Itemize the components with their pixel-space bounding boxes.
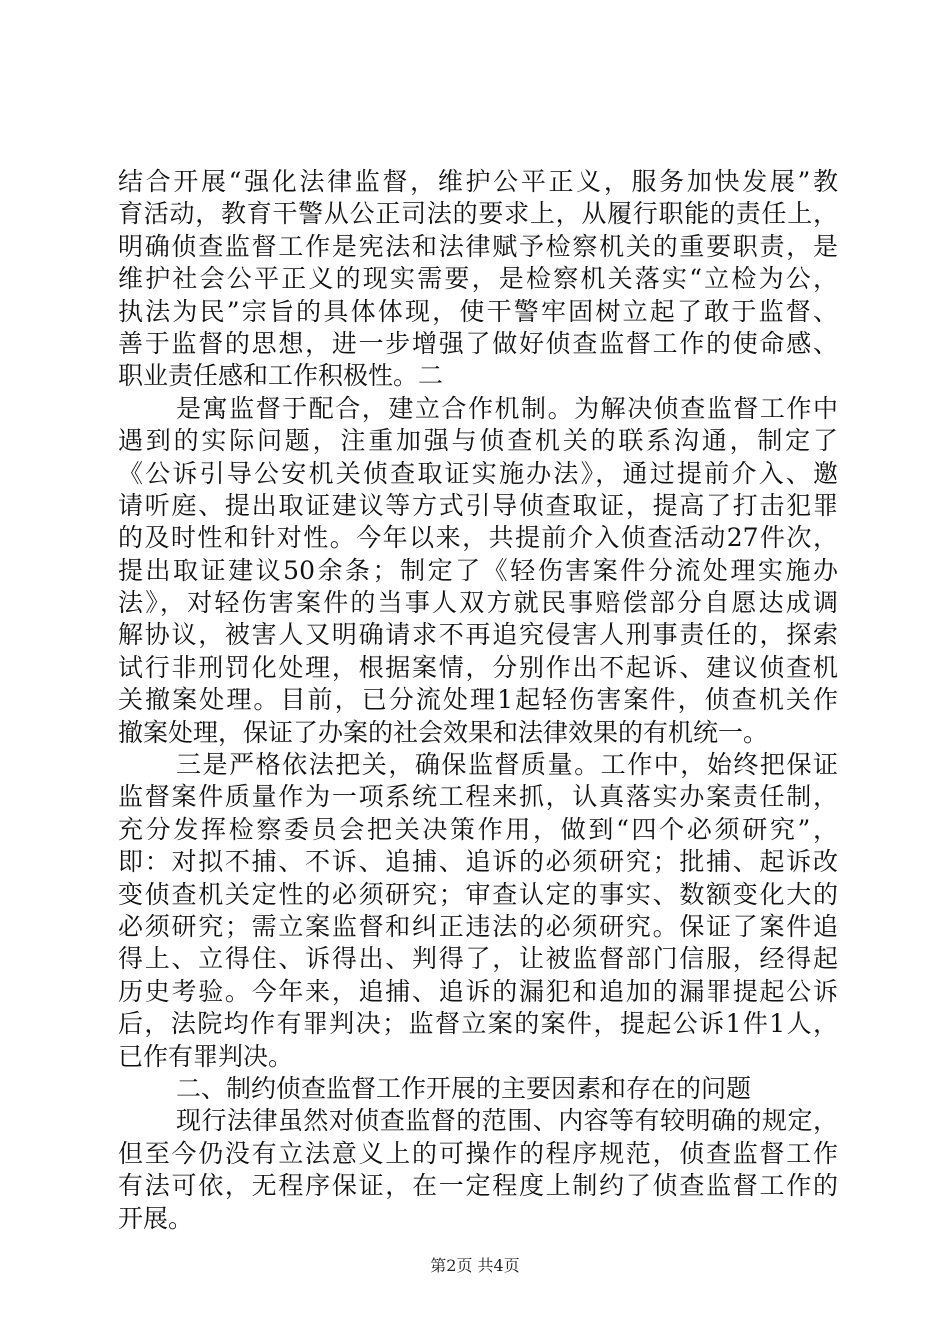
text-line: 请听庭、提出取证建议等方式引导侦查取证，提高了打击犯罪 bbox=[118, 490, 838, 520]
document-body bbox=[118, 166, 838, 1235]
page-number-footer: 第2页 共4页 bbox=[430, 1256, 520, 1275]
text-line: 监督案件质量作为一项系统工程来抓，认真落实办案责任制， bbox=[118, 782, 838, 812]
text-line: 试行非刑罚化处理，根据案情，分别作出不起诉、建议侦查机 bbox=[118, 652, 838, 682]
text-line: 提出取证建议50余条；制定了《轻伤害案件分流处理实施办 bbox=[118, 555, 838, 585]
text-line: 的及时性和针对性。今年以来，共提前介入侦查活动27件次， bbox=[118, 523, 838, 553]
text-line: 历史考验。今年来，追捕、追诉的漏犯和追加的漏罪提起公诉 bbox=[118, 976, 838, 1006]
text-line: 职业责任感和工作积极性。二 bbox=[118, 361, 444, 391]
text-line: 变侦查机关定性的必须研究；审查认定的事实、数额变化大的 bbox=[118, 879, 838, 909]
text-line: 善于监督的思想，进一步增强了做好侦查监督工作的使命感、 bbox=[118, 328, 838, 358]
text-line: 解协议，被害人又明确请求不再追究侵害人刑事责任的，探索 bbox=[118, 620, 838, 650]
text-line: 必须研究；需立案监督和纠正违法的必须研究。保证了案件追 bbox=[118, 911, 838, 941]
text-line: 后，法院均作有罪判决；监督立案的案件，提起公诉1件1人， bbox=[118, 1009, 838, 1039]
text-line: 育活动，教育干警从公正司法的要求上，从履行职能的责任上， bbox=[118, 199, 838, 229]
text-line: 充分发挥检察委员会把关决策作用，做到“四个必须研究”， bbox=[118, 814, 838, 844]
text-line: 得上、立得住、诉得出、判得了，让被监督部门信服，经得起 bbox=[118, 944, 838, 974]
text-line: 有法可依，无程序保证，在一定程度上制约了侦查监督工作的 bbox=[118, 1171, 838, 1201]
text-line: 即：对拟不捕、不诉、追捕、追诉的必须研究；批捕、起诉改 bbox=[118, 847, 838, 877]
text-line: 关撤案处理。目前，已分流处理1起轻伤害案件，侦查机关作 bbox=[118, 685, 838, 715]
text-line: 《公诉引导公安机关侦查取证实施办法》，通过提前介入、邀 bbox=[118, 458, 838, 488]
text-line: 现行法律虽然对侦查监督的范围、内容等有较明确的规定， bbox=[176, 1106, 838, 1136]
text-line: 结合开展“强化法律监督，维护公平正义，服务加快发展”教 bbox=[118, 167, 838, 196]
text-line: 遇到的实际问题，注重加强与侦查机关的联系沟通，制定了 bbox=[118, 426, 838, 456]
text-line: 法》，对轻伤害案件的当事人双方就民事赔偿部分自愿达成调 bbox=[118, 588, 838, 618]
text-line: 撤案处理，保证了办案的社会效果和法律效果的有机统一。 bbox=[118, 717, 769, 747]
text-line: 已作有罪判决。 bbox=[118, 1041, 294, 1071]
text-line: 但至今仍没有立法意义上的可操作的程序规范，侦查监督工作 bbox=[118, 1138, 838, 1168]
text-line: 开展。 bbox=[118, 1203, 194, 1233]
text-line: 三是严格依法把关，确保监督质量。工作中，始终把保证 bbox=[176, 750, 838, 780]
text-line: 维护社会公平正义的现实需要，是检察机关落实“立检为公， bbox=[118, 264, 838, 294]
section-heading: 二、制约侦查监督工作开展的主要因素和存在的问题 bbox=[176, 1073, 752, 1103]
text-line: 执法为民”宗旨的具体体现，使干警牢固树立起了敢于监督、 bbox=[118, 296, 838, 326]
text-line: 明确侦查监督工作是宪法和法律赋予检察机关的重要职责，是 bbox=[118, 231, 838, 261]
text-line: 是寓监督于配合，建立合作机制。为解决侦查监督工作中 bbox=[176, 393, 838, 423]
